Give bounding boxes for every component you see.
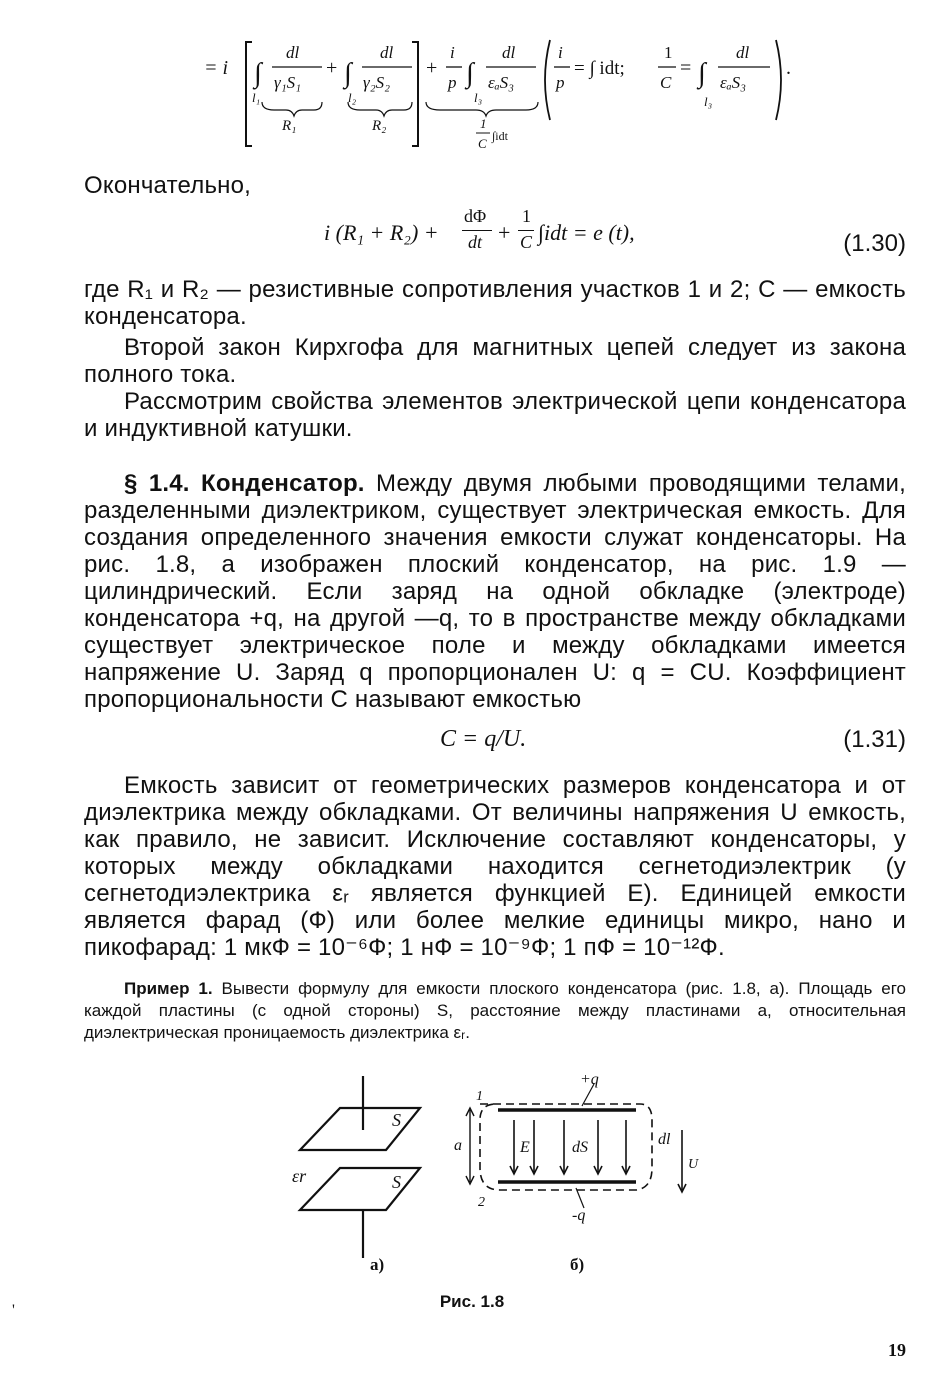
formula-plus-1: + [326, 57, 338, 79]
term3-limit: l₃ [474, 90, 483, 105]
stray-mark: ' [12, 1302, 15, 1319]
term2-limit: l₂ [348, 90, 357, 105]
term3-coef-num: i [450, 43, 455, 62]
formula-lead: = i [204, 57, 229, 79]
formula-plus-2: + [426, 57, 438, 79]
fig-b-num-2: 2 [478, 1195, 485, 1210]
term2-num: dl [380, 43, 394, 62]
term3-num: dl [502, 43, 516, 62]
fig-b-plus-q: +q [580, 1071, 599, 1088]
svg-text:∫: ∫ [466, 58, 474, 89]
text-second-law: Второй закон Кирхгофа для магнитных цепей следует из закона полного тока. [84, 334, 906, 388]
paren-b-limit: l₃ [704, 94, 713, 109]
figure-1-8-svg [280, 1068, 720, 1288]
paren-a-den: p [556, 73, 565, 92]
figure-caption: Рис. 1.8 [439, 1292, 505, 1311]
eq130-frac-num: dΦ [464, 206, 487, 226]
term1-brace: R₁ [282, 118, 297, 134]
fig-b-label: б) [570, 1255, 585, 1274]
fig-b-u: U [688, 1157, 699, 1172]
figure-1-8 [280, 1068, 720, 1288]
eq130-rest: ∫idt = e (t), [538, 220, 635, 245]
term2-brace: R₂ [372, 118, 387, 134]
example-label: Пример 1. [124, 979, 213, 998]
section-1-4 [84, 470, 906, 713]
fig-a-s-top: S [392, 1110, 401, 1130]
fig-a-label: а) [370, 1255, 385, 1274]
eq130-number: (1.30) [843, 230, 906, 257]
eq130-frac-den: dt [468, 232, 483, 252]
formula-dot: . [786, 57, 791, 79]
text-capacity: Емкость зависит от геометрических размеров конденсатора и от диэлектрика между обкладками. От величины напряжения U емкость, как правило, не зависит. Исключение составляют конденсаторы, у которых между обкладками находится сегнетодиэлектрик (у сегнетодиэлектрика εᵣ является функцией E). Единицей емкости является фарад (Ф) или более мелкие единицы микро, нано и пикофарад: 1 мкФ = 10⁻⁶Ф; 1 нФ = 10⁻⁹Ф; 1 пФ = 10⁻¹²Ф. [84, 772, 906, 961]
svg-text:∫: ∫ [344, 58, 352, 89]
fig-b-e: E [520, 1139, 530, 1156]
fig-b-dl: dl [658, 1131, 671, 1148]
term3-brace-int: ∫idt [492, 129, 508, 143]
equation-1-31 [84, 724, 906, 764]
top-formula-svg [200, 30, 840, 160]
fig-b-num-1: 1 [476, 1089, 483, 1104]
paren-a-rhs: = ∫ idt; [574, 58, 625, 79]
fig-b-ds: dS [572, 1139, 588, 1156]
fig-b-gap: a [454, 1137, 462, 1154]
paren-b-int-num: dl [736, 43, 750, 62]
eq130-plus: + [498, 220, 511, 245]
section-body: Между двумя любыми проводящими телами, разделенными диэлектриком, существует электрическая емкость. Для создания определенного значения емкости служат конденсаторы. На рис. 1.8, а изображен плоский конденсатор, на рис. 1.9 — цилиндрический. Если заряд на одной обкладке (электроде) конденсатора +q, на другой —q, то в пространстве между обкладками существует электрическое поле и между обкладками имеется напряжение U. Заряд q пропорционален U: q = CU. Коэффициент пропорциональности C называют емкостью [84, 470, 907, 713]
eq130-frac2-den: C [520, 232, 533, 252]
svg-text:∫: ∫ [254, 58, 262, 89]
eq130-frac2-num: 1 [522, 206, 531, 226]
paren-b-eq: = [680, 57, 692, 79]
term2-den: γ₂S₂ [363, 73, 391, 92]
term3-coef-den: p [448, 73, 457, 92]
eq131-text: C = q/U. [440, 726, 527, 752]
example-text: Вывести формулу для емкости плоского конденсатора (рис. 1.8, а). Площадь его каждой пластины (с одной стороны) S, расстояние между пластинами a, относительная диэлектрическая проницаемость диэлектрика εᵣ. [84, 979, 906, 1042]
term3-den: εₐS₃ [488, 73, 515, 92]
top-formula [200, 30, 840, 160]
example-1 [84, 978, 906, 1044]
text-where: где R₁ и R₂ — резистивные сопротивления участков 1 и 2; C — емкость конденсатора. [84, 276, 906, 330]
section-heading: § 1.4. Конденсатор. [124, 470, 365, 497]
svg-text:∫: ∫ [698, 58, 706, 89]
fig-a-epsilon: εr [292, 1166, 307, 1186]
page-number: 19 [888, 1340, 906, 1360]
term3-brace-den: C [478, 136, 487, 151]
eq130-left: i (R₁ + R₂) + [324, 220, 439, 245]
eq131-number: (1.31) [843, 726, 906, 753]
text-consider: Рассмотрим свойства элементов электрической цепи конденсатора и индуктивной катушки. [84, 388, 906, 442]
fig-b-minus-q: -q [572, 1207, 586, 1224]
paren-b-int-den: εₐS₃ [720, 73, 747, 92]
term1-num: dl [286, 43, 300, 62]
paren-b-den: C [660, 73, 672, 92]
term1-limit: l₁ [252, 90, 261, 105]
equation-1-30 [84, 206, 906, 256]
text-finally: Окончательно, [84, 172, 252, 199]
fig-a-s-bottom: S [392, 1172, 401, 1192]
term3-brace-num: 1 [480, 116, 487, 131]
paren-a-num: i [558, 43, 563, 62]
paren-b-num: 1 [664, 43, 673, 62]
term1-den: γ₁S₁ [274, 73, 302, 92]
